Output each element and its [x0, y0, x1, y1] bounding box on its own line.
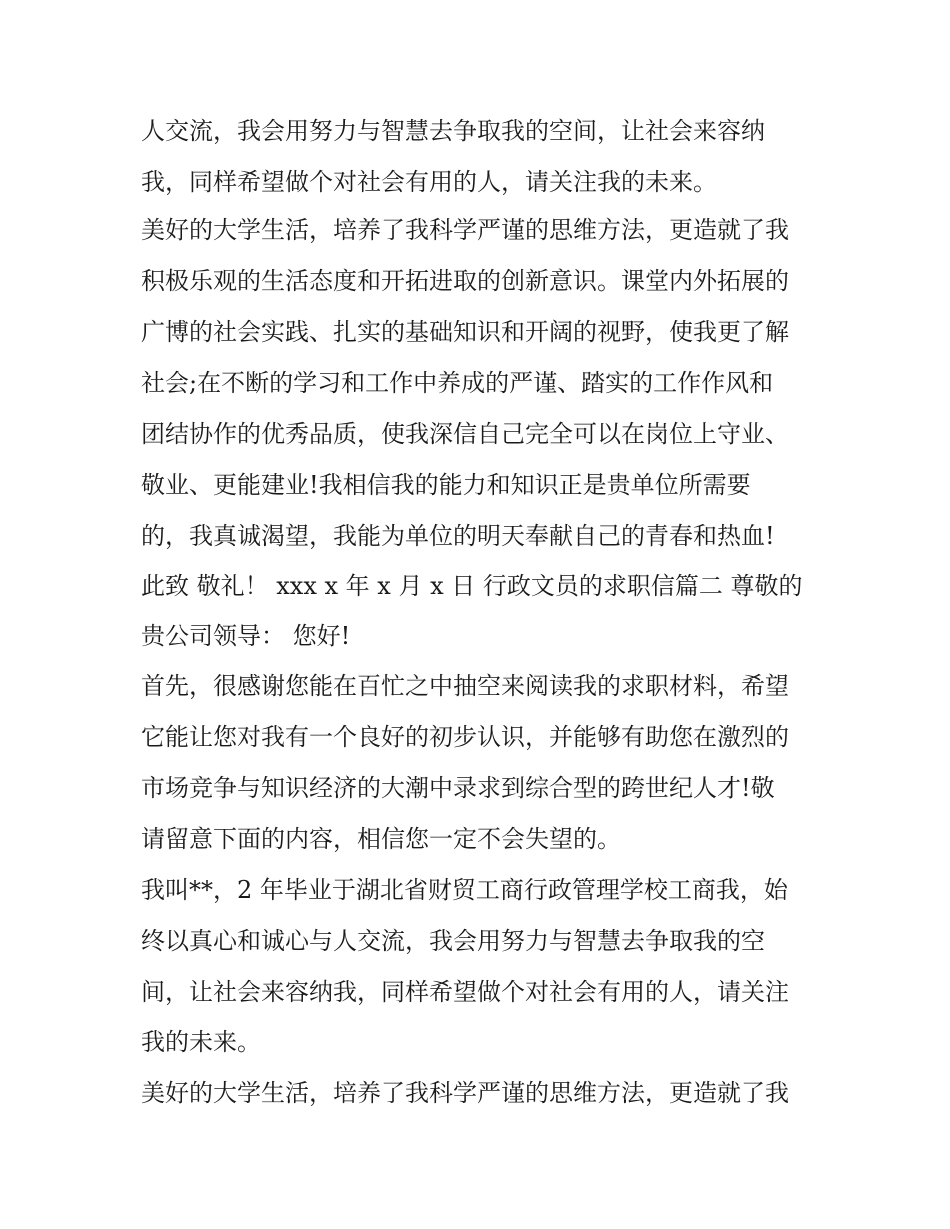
text-line: 我叫**，2 年毕业于湖北省财贸工商行政管理学校工商我，始	[141, 876, 788, 904]
text-line: 敬业、更能建业!我相信我的能力和知识正是贵单位所需要	[141, 471, 751, 499]
text-line: 美好的大学生活，培养了我科学严谨的思维方法，更造就了我	[141, 1079, 789, 1107]
text-line: 广博的社会实践、扎实的基础知识和开阔的视野，使我更了解	[141, 318, 789, 346]
text-line: 的，我真诚渴望，我能为单位的明天奉献自己的青春和热血!	[141, 522, 775, 550]
text-line: 首先，很感谢您能在百忙之中抽空来阅读我的求职材料，希望	[141, 672, 789, 700]
text-line: 社会;在不断的学习和工作中养成的严谨、踏实的工作作风和	[141, 369, 774, 397]
text-line: 它能让您对我有一个良好的初步认识，并能够有助您在激烈的	[141, 723, 789, 751]
text-line: 请留意下面的内容，相信您一定不会失望的。	[141, 825, 621, 853]
text-line: 我的未来。	[141, 1028, 261, 1056]
text-line: 间，让社会来容纳我，同样希望做个对社会有用的人，请关注	[141, 978, 789, 1006]
text-line: 贵公司领导： 您好!	[141, 622, 351, 650]
text-line: 市场竞争与知识经济的大潮中录求到综合型的跨世纪人才!敬	[141, 774, 775, 802]
text-line: 积极乐观的生活态度和开拓进取的创新意识。课堂内外拓展的	[141, 267, 789, 295]
text-line: 美好的大学生活，培养了我科学严谨的思维方法，更造就了我	[141, 216, 789, 244]
text-line: 终以真心和诚心与人交流，我会用努力与智慧去争取我的空	[141, 927, 765, 955]
text-line: 我，同样希望做个对社会有用的人，请关注我的未来。	[141, 168, 717, 196]
text-line: 团结协作的优秀品质，使我深信自己完全可以在岗位上守业、	[141, 420, 789, 448]
text-line: 人交流，我会用努力与智慧去争取我的空间，让社会来容纳	[141, 117, 765, 145]
text-line: 此致 敬礼！ xxx x 年 x 月 x 日 行政文员的求职信篇二 尊敬的	[141, 572, 803, 600]
